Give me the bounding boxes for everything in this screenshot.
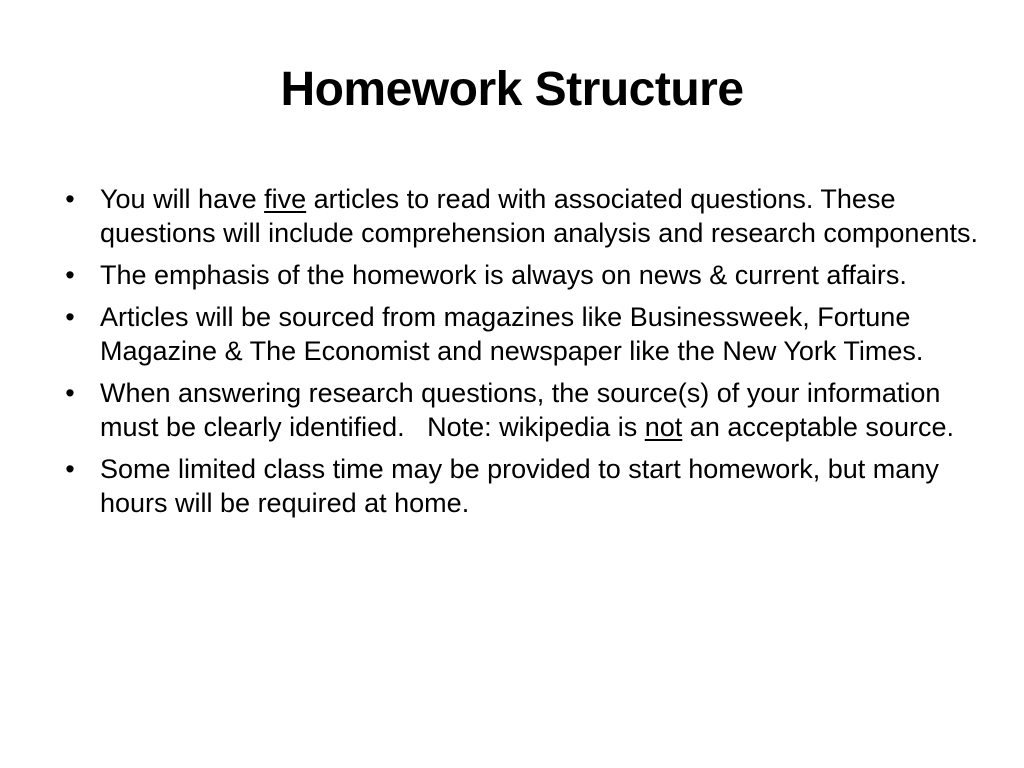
bullet-icon: • <box>65 302 75 332</box>
bullet-list <box>58 182 978 528</box>
slide-title: Homework Structure <box>280 63 744 116</box>
bullet-text: Articles will be sourced from magazines like Businessweek, Fortune Magazine & The Economist and newspaper like the New York Times. <box>100 302 924 366</box>
bullet-text-before: You will have <box>100 184 265 214</box>
bullet-icon: • <box>65 260 75 290</box>
bullet-text <box>100 184 978 248</box>
bullet-text-after: an acceptable source. <box>682 412 954 442</box>
bullet-icon: • <box>65 378 75 408</box>
bullet-item <box>58 376 978 444</box>
bullet-text-after: articles to read with associated questions. These questions will include comprehension analysis and research components. <box>100 184 978 248</box>
bullet-item <box>58 258 978 292</box>
bullet-text-emphasis: not <box>644 412 683 442</box>
bullet-item <box>58 182 978 250</box>
bullet-item <box>58 300 978 368</box>
bullet-item <box>58 452 978 520</box>
bullet-text-before: When answering research questions, the source(s) of your information must be clearly identified. Note: wikipedia is <box>100 378 948 442</box>
bullet-text: Some limited class time may be provided to start homework, but many hours will be required at home. <box>100 454 939 518</box>
bullet-text <box>100 378 954 442</box>
bullet-icon: • <box>65 184 75 214</box>
bullet-text: The emphasis of the homework is always on news & current affairs. <box>100 260 907 290</box>
bullet-text-emphasis: five <box>264 184 307 214</box>
bullet-icon: • <box>65 454 75 484</box>
